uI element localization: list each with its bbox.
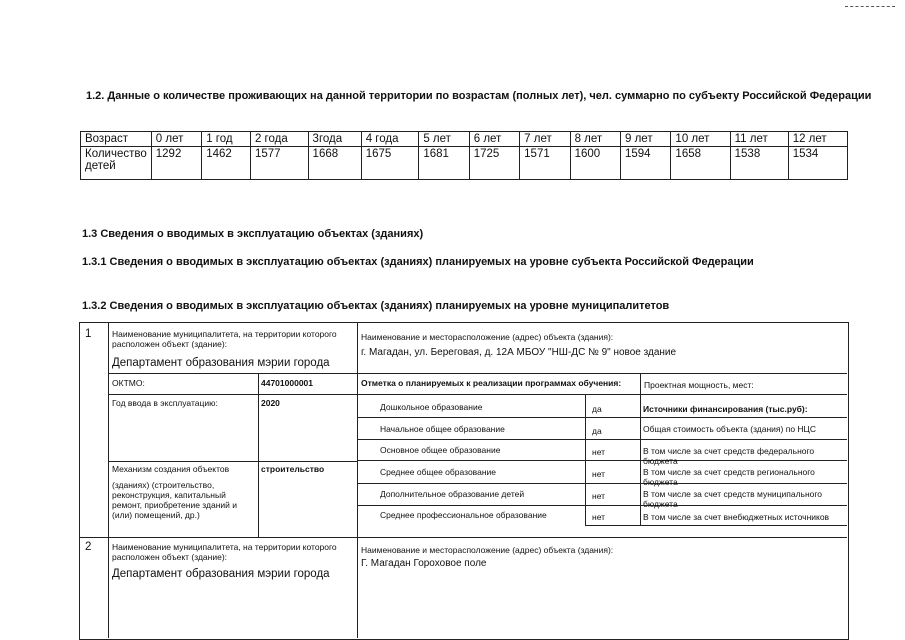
oktmo-value: 44701000001	[261, 378, 314, 388]
fin-label: В том числе за счет средств федерального бюджета	[643, 446, 815, 466]
row-divider	[585, 525, 847, 526]
heading-1-3-2: 1.3.2 Сведения о вводимых в эксплуатацию объектах (зданиях) планируемых на уровне муниципалитетов	[82, 300, 670, 312]
row-divider	[358, 483, 847, 484]
age-cell: 4 года	[361, 132, 419, 147]
addr-label: Наименование и месторасположение (адрес) объекта (здания):	[361, 545, 614, 555]
count-cell: 1577	[250, 147, 308, 180]
muni-label: Наименование муниципалитета, на территории которого расположен объект (здание):	[112, 542, 337, 562]
age-cell: 0 лет	[151, 132, 201, 147]
count-row-label: Количество детей	[81, 147, 152, 180]
program-mark: нет	[592, 447, 606, 457]
muni-value: Департамент образования мэрии города	[112, 357, 330, 369]
program-mark: да	[592, 426, 602, 436]
count-cell: 1292	[151, 147, 201, 180]
muni-label: Наименование муниципалитета, на территории которого расположен объект (здание):	[112, 329, 337, 349]
program-mark: да	[592, 404, 602, 414]
age-cell: 1 год	[202, 132, 251, 147]
program-name: Дополнительное образование детей	[380, 489, 525, 499]
count-cell: 1668	[308, 147, 361, 180]
fin-label: Источники финансирования (тыс.руб):	[643, 404, 808, 414]
fin-label: В том числе за счет средств муниципального бюджета	[643, 489, 823, 509]
mech-label-detail: (зданиях) (строительство, реконструкция, капитальный ремонт, приобретение зданий и (или) помещений, др.)	[112, 480, 237, 520]
row-divider	[108, 394, 847, 395]
program-mark: нет	[592, 469, 606, 479]
program-name: Дошкольное образование	[380, 402, 483, 412]
program-name: Среднее профессиональное образование	[380, 510, 547, 520]
age-cell: 12 лет	[788, 132, 847, 147]
col-divider	[108, 322, 109, 638]
row-divider	[108, 373, 847, 374]
fin-label: Общая стоимость объекта (здания) по НЦС	[643, 424, 816, 434]
age-table	[80, 131, 848, 180]
age-cell: 9 лет	[621, 132, 671, 147]
row-divider	[79, 537, 847, 538]
age-cell: 2 года	[250, 132, 308, 147]
col-divider	[357, 322, 358, 638]
count-cell: 1681	[419, 147, 469, 180]
count-cell: 1725	[469, 147, 519, 180]
program-name: Начальное общее образование	[380, 424, 505, 434]
corner-mark	[845, 6, 895, 9]
row-divider	[358, 417, 847, 418]
age-cell: 8 лет	[570, 132, 620, 147]
row-divider	[358, 460, 847, 461]
col-divider	[640, 373, 641, 525]
year-value: 2020	[261, 398, 280, 408]
heading-1-2: 1.2. Данные о количестве проживающих на данной территории по возрастам (полных лет), чел. суммарно по субъекту Российской Федерации	[86, 90, 872, 102]
addr-label: Наименование и месторасположение (адрес) объекта (здания):	[361, 332, 614, 342]
year-label: Год ввода в эксплуатацию:	[112, 398, 218, 408]
addr-value: Г. Магадан Гороховое поле	[361, 558, 487, 569]
count-cell: 1571	[520, 147, 570, 180]
row-divider	[358, 439, 847, 440]
count-cell: 1594	[621, 147, 671, 180]
age-cell: 3года	[308, 132, 361, 147]
age-cell: 5 лет	[419, 132, 469, 147]
program-name: Среднее общее образование	[380, 467, 496, 477]
heading-1-3: 1.3 Сведения о вводимых в эксплуатацию объектах (зданиях)	[82, 228, 424, 240]
object-number: 1	[85, 328, 92, 340]
muni-value: Департамент образования мэрии города	[112, 568, 330, 580]
count-cell: 1675	[361, 147, 419, 180]
addr-value: г. Магадан, ул. Береговая, д. 12А МБОУ "НШ-ДС № 9" новое здание	[361, 347, 677, 358]
oktmo-label: ОКТМО:	[112, 378, 145, 388]
fin-label: В том числе за счет средств регионального бюджета	[643, 467, 815, 487]
count-row	[81, 147, 848, 180]
program-name: Основное общее образование	[380, 445, 501, 455]
count-cell: 1534	[788, 147, 847, 180]
col-divider	[258, 373, 259, 537]
count-cell: 1462	[202, 147, 251, 180]
capacity-label: Проектная мощность, мест:	[644, 380, 754, 390]
mech-value: строительство	[261, 464, 325, 474]
age-row-label: Возраст	[81, 132, 152, 147]
program-mark: нет	[592, 512, 606, 522]
age-cell: 7 лет	[520, 132, 570, 147]
age-row	[81, 132, 848, 147]
heading-1-3-1: 1.3.1 Сведения о вводимых в эксплуатацию объектах (зданиях) планируемых на уровне субъекта Российской Федерации	[82, 256, 754, 268]
row-divider	[108, 461, 358, 462]
count-cell: 1538	[730, 147, 788, 180]
row-divider	[358, 505, 847, 506]
programs-label: Отметка о планируемых к реализации программах обучения:	[361, 378, 622, 388]
age-cell: 6 лет	[469, 132, 519, 147]
age-cell: 11 лет	[730, 132, 788, 147]
object-number: 2	[85, 541, 92, 553]
count-cell: 1658	[671, 147, 730, 180]
count-cell: 1600	[570, 147, 620, 180]
age-cell: 10 лет	[671, 132, 730, 147]
mech-label: Механизм создания объектов	[112, 464, 230, 474]
program-mark: нет	[592, 491, 606, 501]
fin-label: В том числе за счет внебюджетных источников	[643, 512, 830, 522]
